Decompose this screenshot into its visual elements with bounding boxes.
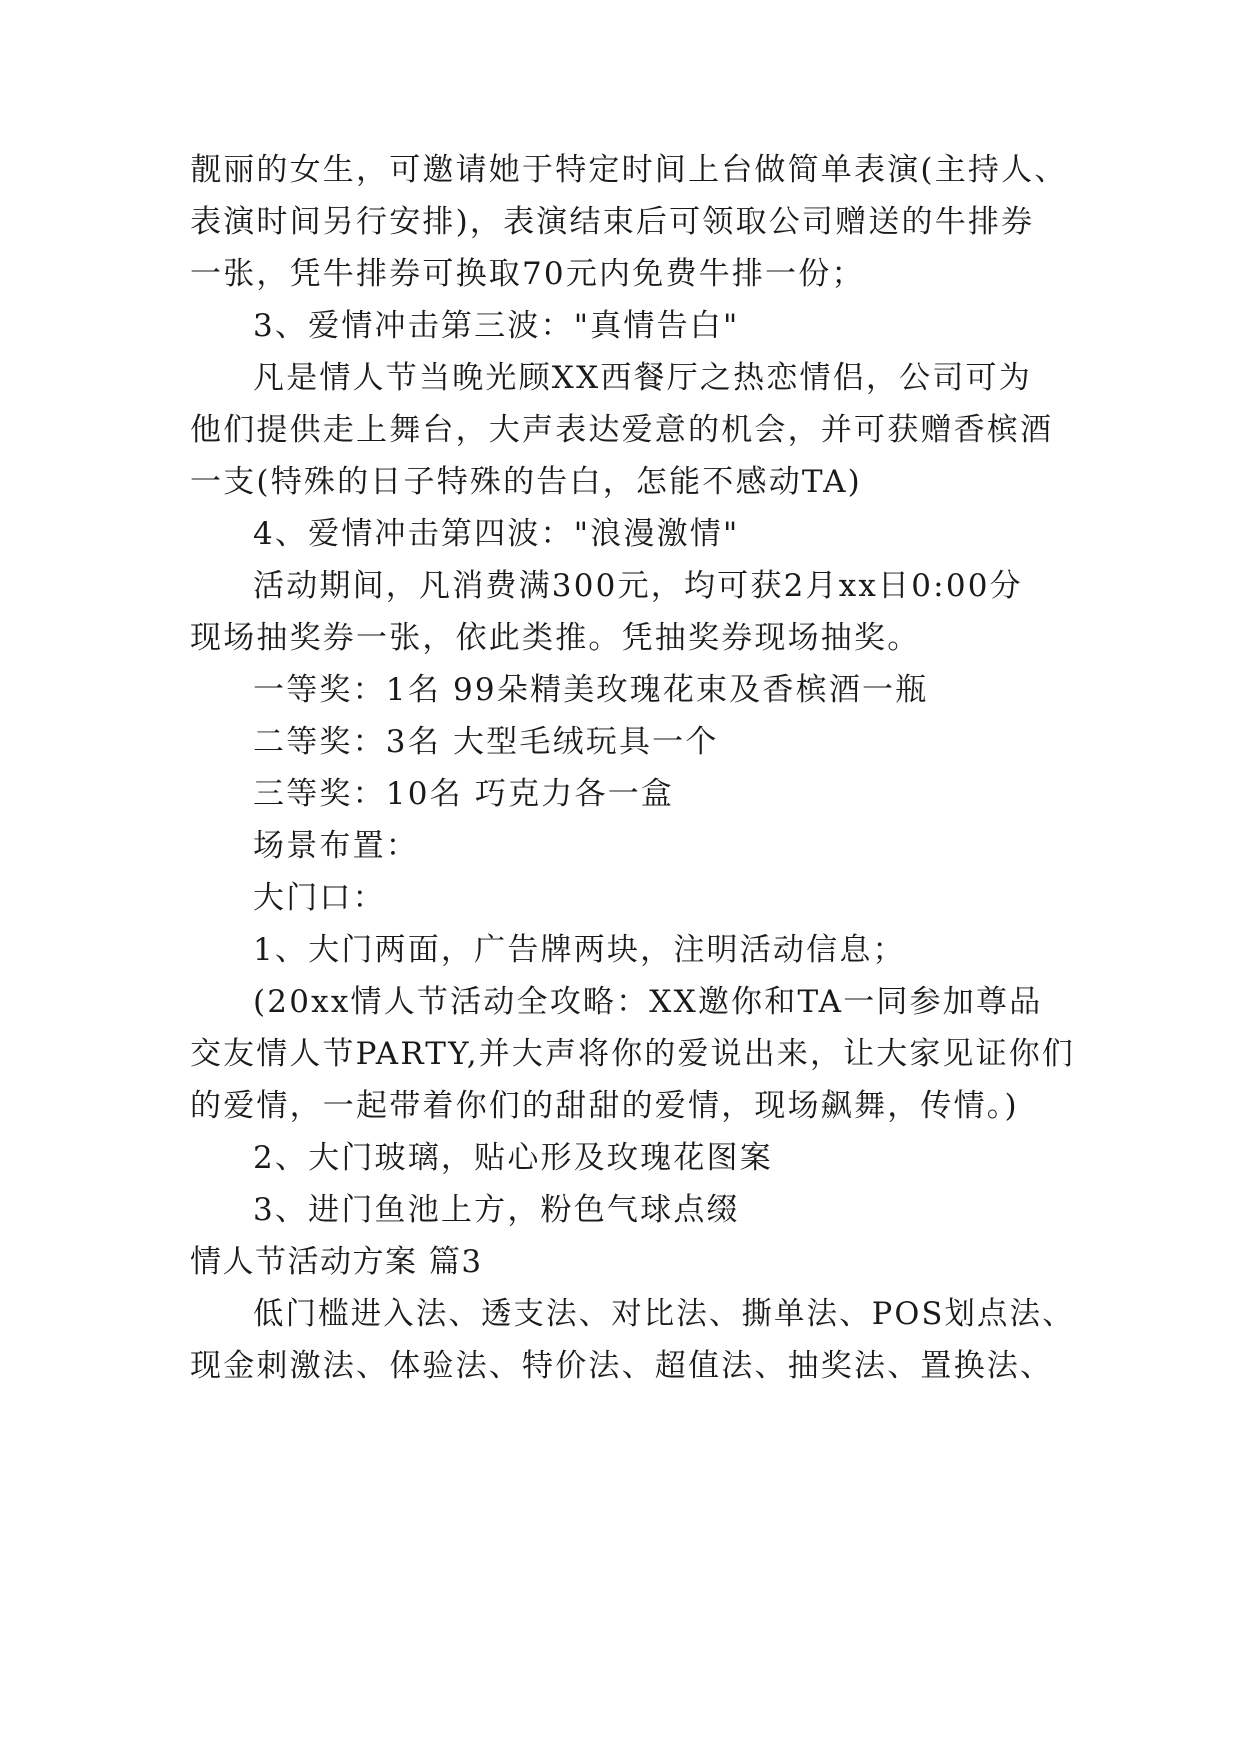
text-line: 场景布置：: [253, 828, 419, 864]
text-line: (20xx情人节活动全攻略：XX邀你和TA一同参加尊品: [253, 984, 1043, 1020]
prize-second: 二等奖：3名 大型毛绒玩具一个: [253, 724, 719, 760]
text-line: 现金刺激法、体验法、特价法、超值法、抽奖法、置换法、: [190, 1348, 1054, 1384]
text-line: 靓丽的女生，可邀请她于特定时间上台做简单表演(主持人、: [190, 152, 1068, 188]
text-line: 现场抽奖券一张，依此类推。凭抽奖券现场抽奖。: [190, 620, 921, 656]
text-line: 凡是情人节当晚光顾XX西餐厅之热恋情侣，公司可为: [253, 360, 1032, 396]
prize-third: 三等奖：10名 巧克力各一盒: [253, 776, 675, 812]
section-heading: 3、爱情冲击第三波："真情告白": [253, 308, 740, 344]
text-line: 交友情人节PARTY,并大声将你的爱说出来，让大家见证你们: [190, 1036, 1075, 1072]
text-line: 一支(特殊的日子特殊的告白，怎能不感动TA): [190, 464, 862, 500]
chapter-heading: 情人节活动方案 篇3: [190, 1244, 483, 1280]
text-line: 一张，凭牛排券可换取70元内免费牛排一份；: [190, 256, 865, 292]
text-line: 3、进门鱼池上方，粉色气球点缀: [253, 1192, 740, 1228]
text-line: 表演时间另行安排)，表演结束后可领取公司赠送的牛排券: [190, 204, 1035, 240]
text-line: 2、大门玻璃，贴心形及玫瑰花图案: [253, 1140, 773, 1176]
text-line: 的爱情，一起带着你们的甜甜的爱情，现场飙舞，传情。): [190, 1088, 1019, 1124]
text-line: 他们提供走上舞台，大声表达爱意的机会，并可获赠香槟酒: [190, 412, 1054, 448]
text-line: 低门槛进入法、透支法、对比法、撕单法、POS划点法、: [253, 1296, 1075, 1332]
prize-first: 一等奖：1名 99朵精美玫瑰花束及香槟酒一瓶: [253, 672, 929, 708]
text-line: 大门口：: [253, 880, 386, 916]
section-heading: 4、爱情冲击第四波："浪漫激情": [253, 516, 740, 552]
text-line: 活动期间，凡消费满300元，均可获2月xx日0:00分: [253, 568, 1023, 604]
text-line: 1、大门两面，广告牌两块，注明活动信息；: [253, 932, 906, 968]
